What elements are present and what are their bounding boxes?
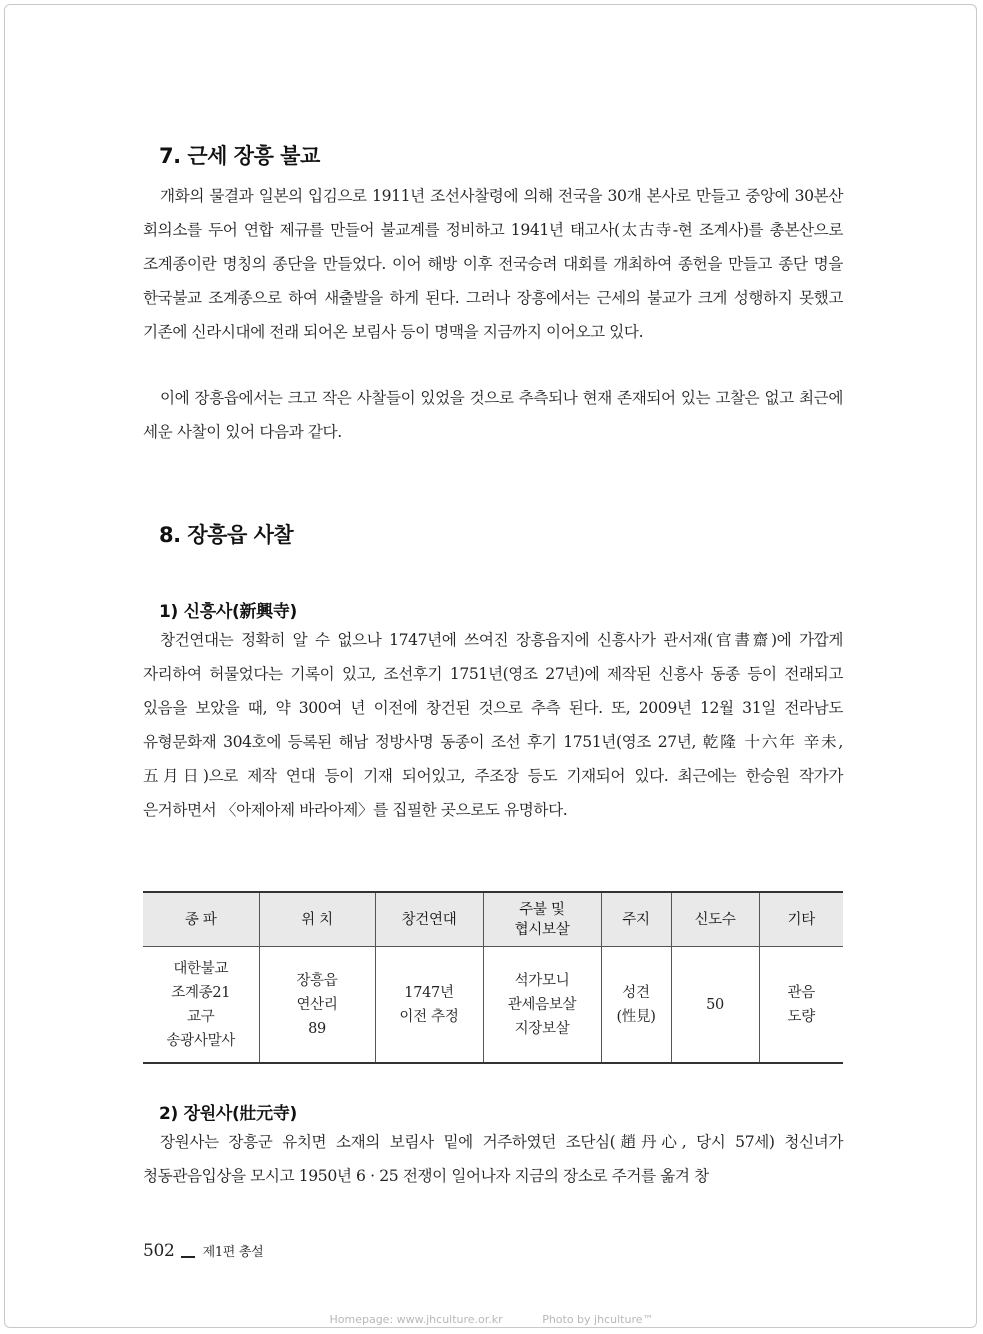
section-8-heading: 8. 장흥읍 사찰 — [159, 523, 294, 547]
cell-followers: 50 — [671, 947, 759, 1064]
section-7-paragraph-2: 이에 장흥읍에서는 크고 작은 사찰들이 있었을 것으로 추측되나 현재 존재되어 있는 고찰은 없고 최근에 세운 사찰이 있어 다음과 같다. — [143, 389, 843, 441]
header-main-buddha: 주불 및 협시보살 — [483, 892, 601, 947]
footer-section-title: 제1편 총설 — [202, 1245, 264, 1260]
header-other: 기타 — [759, 892, 843, 947]
footer-divider — [181, 1256, 195, 1258]
temple-1-paragraph: 창건연대는 정확히 알 수 없으나 1747년에 쓰여진 장흥읍지에 신흥사가 관서재(官書齋)에 가깝게 자리하여 허물었다는 기록이 있고, 조선후기 1751년(영조 27년)에 제작된 신흥사 동종 등이 전래되고 있음을 보았을 때, 약 300여 년 이전에 창건된 것으로 추측 된다. 또, 2009년 12월 31일 전라남도 유형문화재 304호에 등록된 해남 정방사명 동종이 조선 후기 1751년(영조 27년, 乾隆 十六年 辛未, 五月日)으로 제작 연대 등이 기재 되어있고, 주조장 등도 기재되어 있다. 최근에는 한승원 작가가 은거하면서 〈아제아제 바라아제〉를 집필한 곳으로도 유명하다. — [143, 631, 843, 819]
table-row — [143, 947, 843, 1064]
header-founded: 창건연대 — [375, 892, 483, 947]
header-sect: 종 파 — [143, 892, 259, 947]
section-7-heading: 7. 근세 장흥 불교 — [159, 144, 320, 168]
temple-2-paragraph: 장원사는 장흥군 유치면 소재의 보림사 밑에 거주하였던 조단심(趙丹心, 당시 57세) 청신녀가 청동관음입상을 모시고 1950년 6 · 25 전쟁이 일어나자 지금의 장소로 주거를 옮겨 창 — [143, 1133, 843, 1185]
header-abbot: 주지 — [601, 892, 671, 947]
photo-credit: Photo by jhculture™ — [542, 1313, 654, 1326]
cell-sect: 대한불교 조계종21 교구 송광사말사 — [143, 947, 259, 1064]
cell-other: 관음 도량 — [759, 947, 843, 1064]
cell-main-buddha: 석가모니 관세음보살 지장보살 — [483, 947, 601, 1064]
homepage-credit: Homepage: www.jhculture.or.kr — [329, 1313, 503, 1326]
temple-1-heading: 1) 신흥사(新興寺) — [159, 602, 298, 622]
temple-info-table — [143, 891, 843, 1064]
cell-location: 장흥읍 연산리 89 — [259, 947, 375, 1064]
header-followers: 신도수 — [671, 892, 759, 947]
page-number: 502 — [143, 1241, 175, 1261]
table-header-row — [143, 892, 843, 947]
cell-abbot: 성견 (性見) — [601, 947, 671, 1064]
page-footer — [143, 1241, 263, 1261]
section-7-paragraph-1: 개화의 물결과 일본의 입김으로 1911년 조선사찰령에 의해 전국을 30개 본사로 만들고 중앙에 30본산 회의소를 두어 연합 제규를 만들어 불교계를 정비하고 1941년 태고사(太古寺-현 조계사)를 총본산으로 조계종이란 명칭의 종단을 만들었다. 이어 해방 이후 전국승려 대회를 개최하여 종헌을 만들고 종단 명을 한국불교 조계종으로 하여 새출발을 하게 된다. 그러나 장흥에서는 근세의 불교가 크게 성행하지 못했고 기존에 신라시대에 전래 되어온 보림사 등이 명맥을 지금까지 이어오고 있다. — [143, 187, 843, 341]
cell-founded: 1747년 이전 추정 — [375, 947, 483, 1064]
image-credits — [0, 1313, 983, 1326]
temple-2-heading: 2) 장원사(壯元寺) — [159, 1104, 298, 1124]
header-location: 위 치 — [259, 892, 375, 947]
